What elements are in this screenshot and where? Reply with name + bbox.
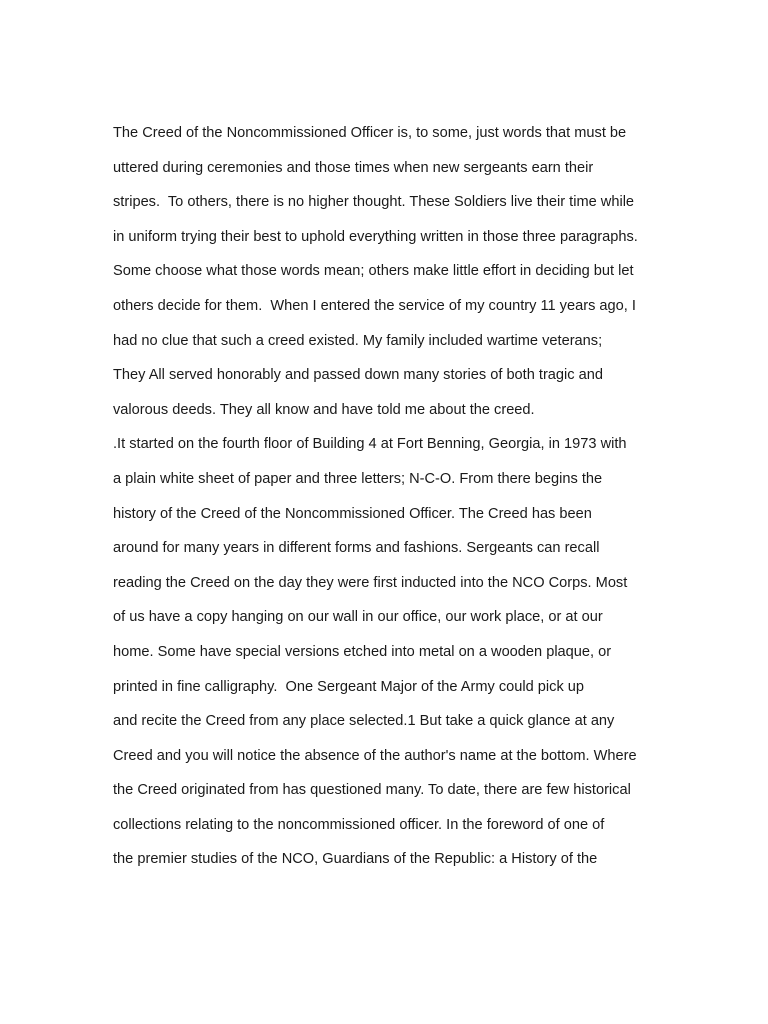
text-line: others decide for them. When I entered the service of my country 11 years ago, I [113, 297, 636, 314]
text-line: history of the Creed of the Noncommissioned Officer. The Creed has been [113, 505, 592, 522]
text-line: valorous deeds. They all know and have told me about the creed. [113, 401, 535, 418]
text-line: home. Some have special versions etched into metal on a wooden plaque, or [113, 643, 612, 660]
text-line: stripes. To others, there is no higher thought. These Soldiers live their time while [113, 194, 635, 211]
text-line: Some choose what those words mean; others make little effort in deciding but let [113, 263, 634, 280]
text-line: a plain white sheet of paper and three letters; N-C-O. From there begins the [113, 470, 603, 487]
text-line: in uniform trying their best to uphold everything written in those three paragraphs. [113, 228, 638, 245]
text-line: of us have a copy hanging on our wall in our office, our work place, or at our [113, 609, 603, 626]
text-line: around for many years in different forms and fashions. Sergeants can recall [113, 540, 600, 557]
text-line: the Creed originated from has questioned many. To date, there are few historical [113, 782, 631, 799]
text-line: had no clue that such a creed existed. My family included wartime veterans; [113, 332, 603, 349]
text-line: Creed and you will notice the absence of the author's name at the bottom. Where [113, 747, 637, 764]
text-line: .It started on the fourth floor of Building 4 at Fort Benning, Georgia, in 1973 with [113, 436, 627, 453]
text-line: and recite the Creed from any place selected.1 But take a quick glance at any [113, 713, 615, 730]
text-line: printed in fine calligraphy. One Sergeant Major of the Army could pick up [113, 678, 585, 695]
text-line: the premier studies of the NCO, Guardians of the Republic: a History of the [113, 851, 598, 868]
text-line: uttered during ceremonies and those times when new sergeants earn their [113, 159, 594, 176]
text-line: The Creed of the Noncommissioned Officer is, to some, just words that must be [113, 125, 627, 141]
text-line: They All served honorably and passed down many stories of both tragic and [113, 367, 603, 384]
text-line: reading the Creed on the day they were first inducted into the NCO Corps. Most [113, 574, 628, 591]
text-line: collections relating to the noncommissioned officer. In the foreword of one of [113, 816, 605, 833]
body-text [113, 116, 673, 877]
